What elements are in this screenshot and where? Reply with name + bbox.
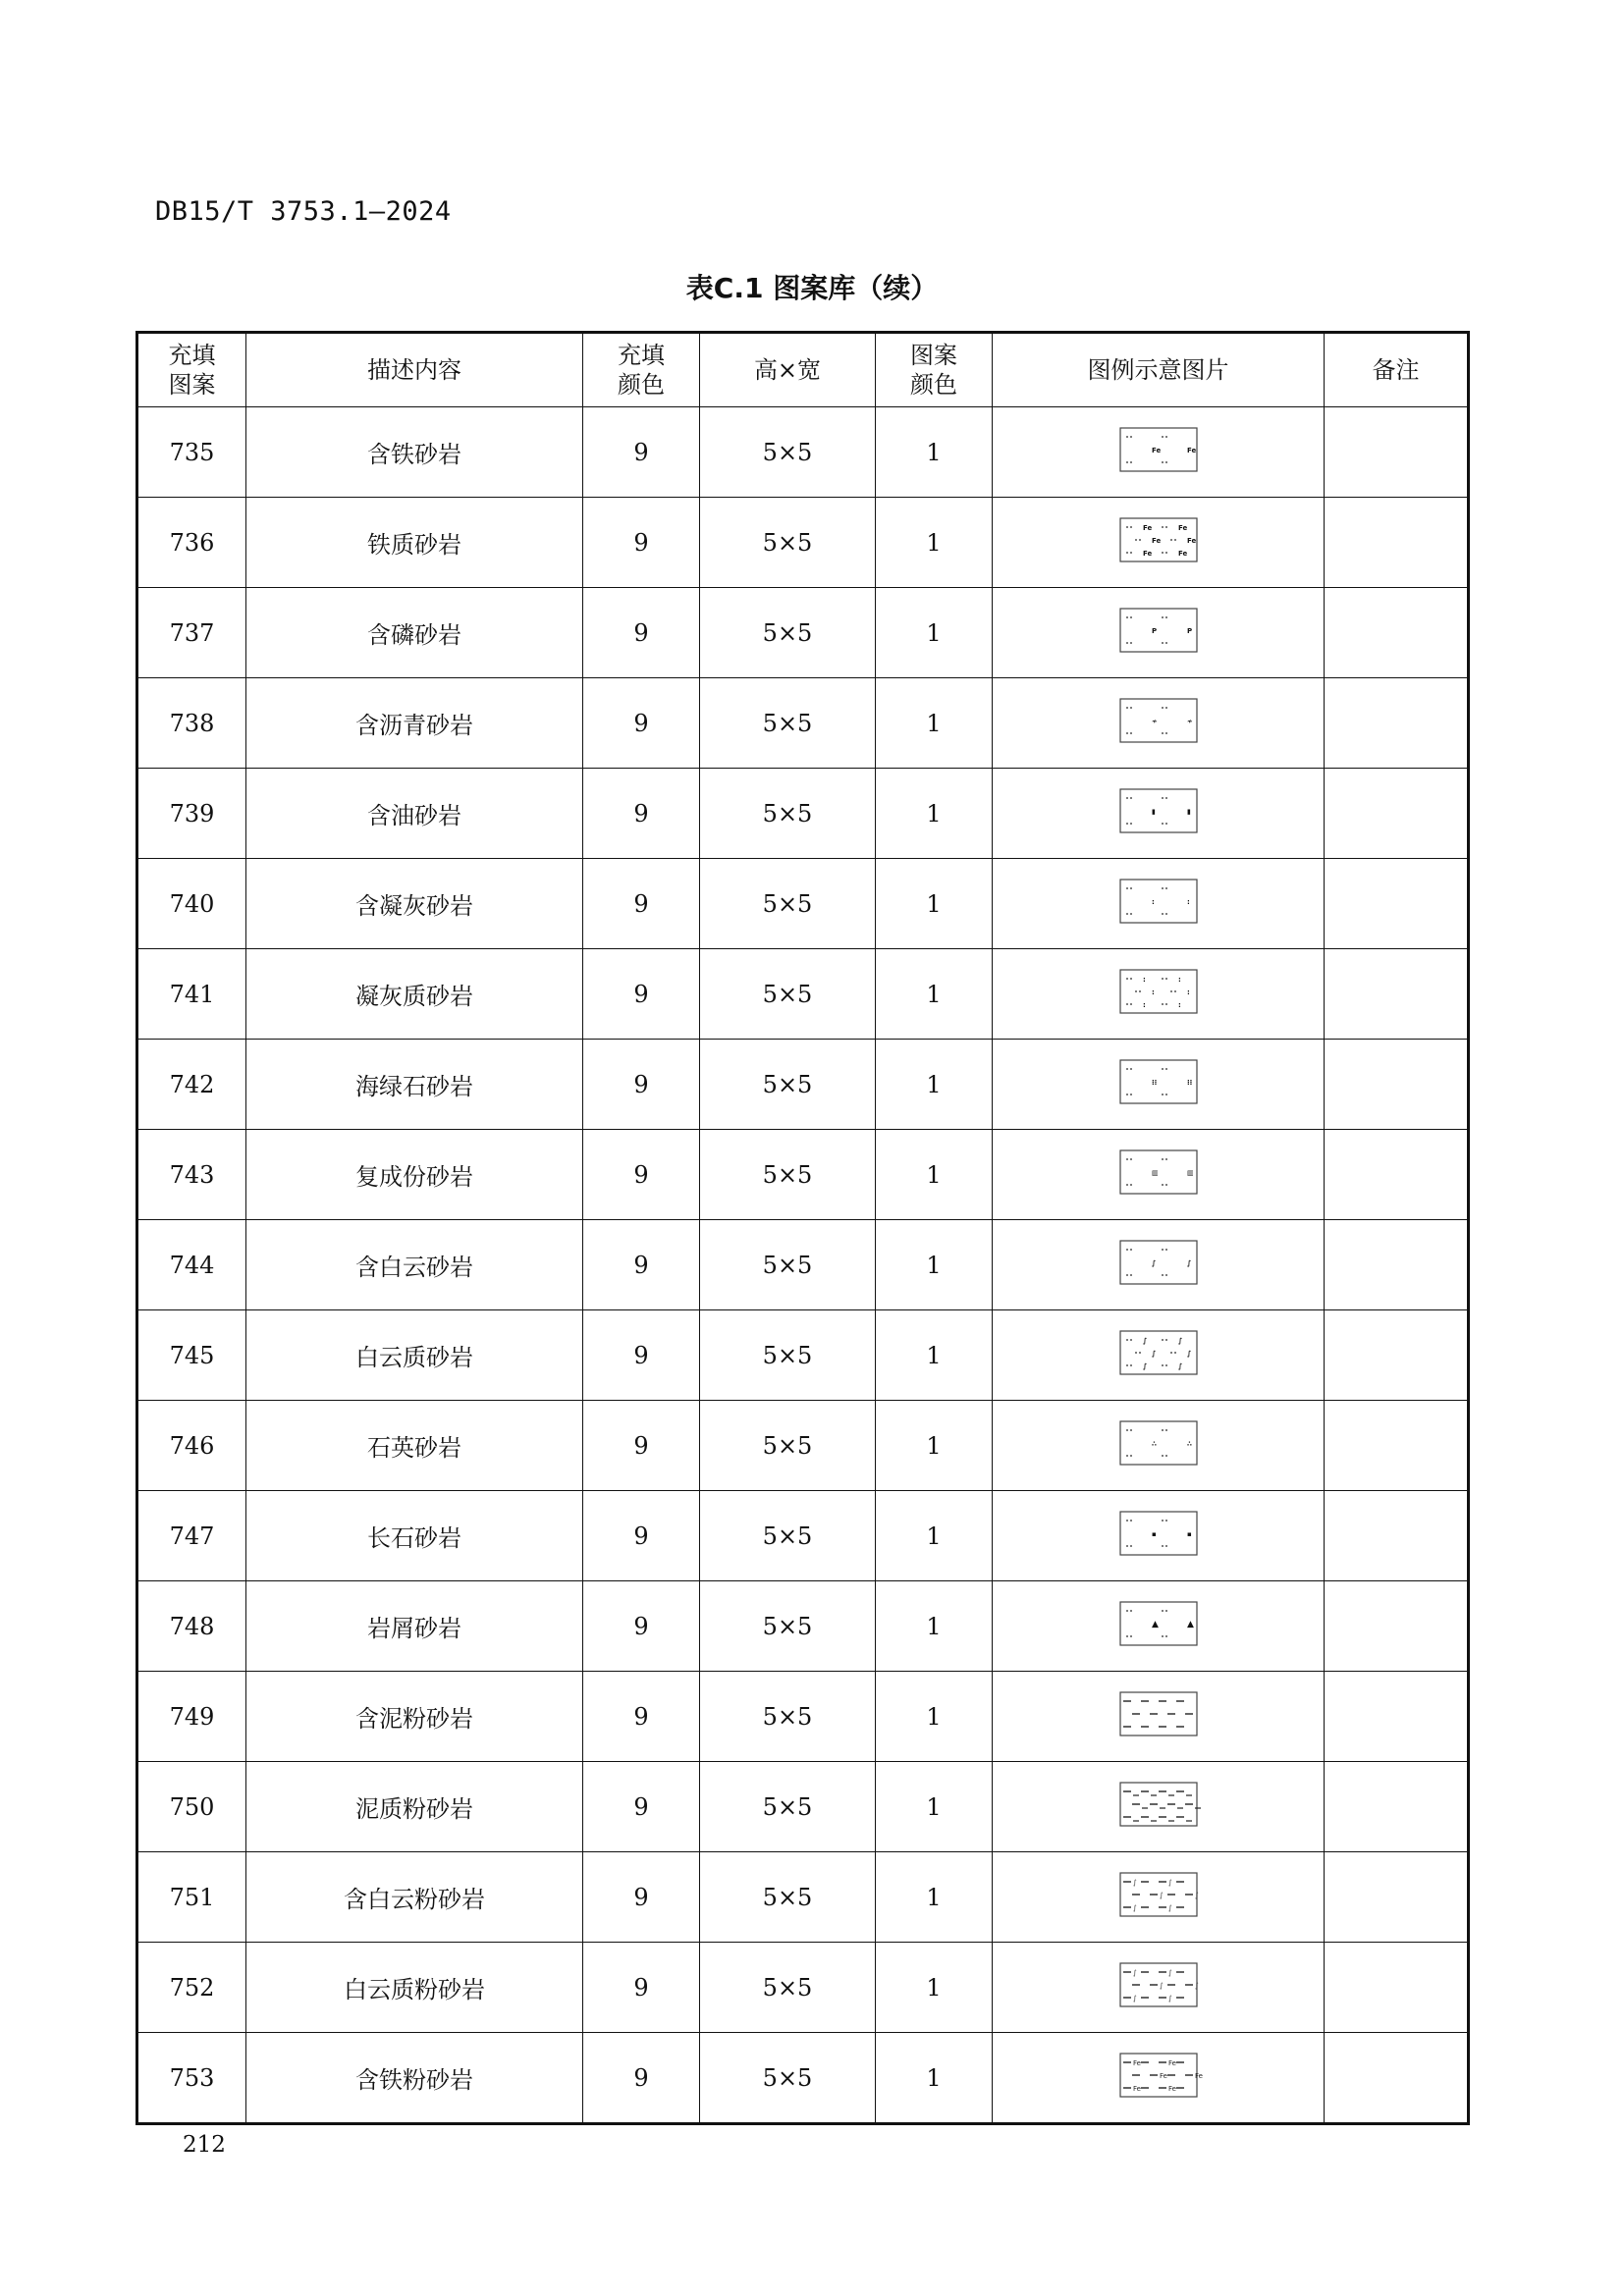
cell-size: 5×5 (700, 1401, 876, 1491)
cell-legend-image (993, 1672, 1325, 1762)
dense-fe-pattern-icon (1119, 517, 1198, 568)
dots-dolomite-pattern-icon (1119, 1240, 1198, 1291)
cell-legend-image (993, 1401, 1325, 1491)
table-row (137, 1310, 1469, 1401)
svg-text:Fe: Fe (1186, 536, 1196, 545)
svg-text::: : (1186, 897, 1190, 906)
svg-text:∫: ∫ (1167, 1994, 1172, 2002)
cell-legend-image (993, 407, 1325, 498)
fe-silt-pattern-icon (1119, 2053, 1203, 2104)
cell-legend-image (993, 1852, 1325, 1943)
cell-remark (1325, 949, 1469, 1040)
cell-description: 白云质粉砂岩 (246, 1943, 583, 2033)
cell-legend-image (993, 949, 1325, 1040)
cell-description: 含凝灰砂岩 (246, 859, 583, 949)
cell-remark (1325, 498, 1469, 588)
cell-remark (1325, 1310, 1469, 1401)
svg-text::: : (1151, 988, 1155, 996)
cell-size: 5×5 (700, 588, 876, 678)
cell-fill-pattern-code: 752 (137, 1943, 246, 2033)
cell-size: 5×5 (700, 498, 876, 588)
cell-description: 含白云砂岩 (246, 1220, 583, 1310)
cell-fill-color: 9 (583, 1401, 700, 1491)
svg-text:∫: ∫ (1186, 1349, 1191, 1358)
cell-remark (1325, 859, 1469, 949)
cell-legend-image (993, 859, 1325, 949)
cell-remark (1325, 769, 1469, 859)
svg-text::: : (1186, 988, 1190, 996)
table-header-row (137, 333, 1469, 407)
svg-text::: : (1177, 975, 1181, 984)
cell-size: 5×5 (700, 1130, 876, 1220)
cell-fill-color: 9 (583, 678, 700, 769)
svg-text:∫: ∫ (1194, 1981, 1199, 1990)
cell-fill-pattern-code: 738 (137, 678, 246, 769)
table-row (137, 1040, 1469, 1130)
cell-size: 5×5 (700, 1762, 876, 1852)
cell-legend-image (993, 1040, 1325, 1130)
cell-fill-color: 9 (583, 1220, 700, 1310)
cell-fill-pattern-code: 735 (137, 407, 246, 498)
cell-description: 复成份砂岩 (246, 1130, 583, 1220)
svg-text:∫: ∫ (1194, 1891, 1199, 1899)
cell-remark (1325, 1040, 1469, 1130)
svg-text:P: P (1186, 626, 1192, 635)
cell-size: 5×5 (700, 1852, 876, 1943)
cell-pattern-color: 1 (876, 2033, 993, 2124)
dots-tuff-pattern-icon (1119, 879, 1198, 930)
cell-fill-color: 9 (583, 1310, 700, 1401)
cell-fill-pattern-code: 739 (137, 769, 246, 859)
table-row (137, 498, 1469, 588)
cell-fill-color: 9 (583, 588, 700, 678)
svg-text:∫: ∫ (1177, 1336, 1182, 1345)
lithic-pattern-icon (1119, 1601, 1198, 1652)
cell-remark (1325, 1581, 1469, 1672)
dots-oil-pattern-icon (1119, 788, 1198, 839)
svg-text:Fe: Fe (1167, 2058, 1176, 2067)
col-header-remark: 备注 (1325, 333, 1469, 407)
svg-text:∴: ∴ (1186, 1439, 1192, 1448)
cell-remark (1325, 1762, 1469, 1852)
standard-code: DB15/T 3753.1—2024 (155, 196, 452, 227)
svg-text:∫: ∫ (1151, 1349, 1156, 1358)
argillaceous-silt-pattern-icon (1119, 1782, 1198, 1833)
svg-text::: : (1177, 1000, 1181, 1009)
cell-fill-color: 9 (583, 1491, 700, 1581)
cell-description: 含沥青砂岩 (246, 678, 583, 769)
svg-text:▥: ▥ (1186, 1168, 1194, 1177)
svg-text:∫: ∫ (1142, 1336, 1147, 1345)
cell-size: 5×5 (700, 1672, 876, 1762)
cell-fill-pattern-code: 742 (137, 1040, 246, 1130)
cell-fill-color: 9 (583, 407, 700, 498)
svg-text:Fe: Fe (1151, 446, 1161, 454)
cell-size: 5×5 (700, 949, 876, 1040)
table-row (137, 1672, 1469, 1762)
svg-text:∫: ∫ (1159, 1981, 1164, 1990)
svg-text:⁞⁞: ⁞⁞ (1186, 1078, 1192, 1087)
dense-dolomite-silt-pattern-icon (1119, 1962, 1198, 2013)
cell-fill-color: 9 (583, 1852, 700, 1943)
pattern-library-table (135, 331, 1470, 2125)
cell-fill-pattern-code: 736 (137, 498, 246, 588)
svg-text:∫: ∫ (1151, 1258, 1156, 1267)
cell-fill-color: 9 (583, 1581, 700, 1672)
cell-pattern-color: 1 (876, 588, 993, 678)
table-row (137, 1130, 1469, 1220)
cell-legend-image (993, 1220, 1325, 1310)
dots-p-pattern-icon (1119, 608, 1198, 659)
muddy-silt-pattern-icon (1119, 1691, 1198, 1742)
cell-remark (1325, 1672, 1469, 1762)
svg-text:▥: ▥ (1151, 1168, 1159, 1177)
cell-size: 5×5 (700, 1040, 876, 1130)
cell-description: 含磷砂岩 (246, 588, 583, 678)
cell-description: 凝灰质砂岩 (246, 949, 583, 1040)
cell-fill-pattern-code: 743 (137, 1130, 246, 1220)
svg-text:⁞⁞: ⁞⁞ (1151, 1078, 1157, 1087)
svg-text:≁: ≁ (1151, 717, 1158, 725)
svg-text:∫: ∫ (1167, 1878, 1172, 1887)
cell-description: 含铁粉砂岩 (246, 2033, 583, 2124)
cell-size: 5×5 (700, 678, 876, 769)
table-row (137, 1220, 1469, 1310)
table-title: 表C.1 图案库（续） (685, 272, 939, 304)
cell-description: 白云质砂岩 (246, 1310, 583, 1401)
svg-text:Fe: Fe (1177, 549, 1187, 558)
svg-text:Fe: Fe (1177, 523, 1187, 532)
cell-size: 5×5 (700, 2033, 876, 2124)
cell-pattern-color: 1 (876, 1491, 993, 1581)
cell-description: 长石砂岩 (246, 1491, 583, 1581)
cell-fill-pattern-code: 747 (137, 1491, 246, 1581)
svg-text:∫: ∫ (1167, 1968, 1172, 1977)
svg-text:▪: ▪ (1151, 1529, 1157, 1538)
svg-text:∫: ∫ (1159, 1891, 1164, 1899)
cell-description: 含铁砂岩 (246, 407, 583, 498)
cell-pattern-color: 1 (876, 1852, 993, 1943)
cell-legend-image (993, 1581, 1325, 1672)
cell-fill-pattern-code: 751 (137, 1852, 246, 1943)
cell-fill-pattern-code: 749 (137, 1672, 246, 1762)
table-row (137, 1491, 1469, 1581)
table-row (137, 2033, 1469, 2124)
svg-text:▮: ▮ (1151, 807, 1156, 816)
dots-asphalt-pattern-icon (1119, 698, 1198, 749)
quartz-pattern-icon (1119, 1420, 1198, 1471)
table-row (137, 1852, 1469, 1943)
table-row (137, 1581, 1469, 1672)
dolomite-silt-pattern-icon (1119, 1872, 1198, 1923)
cell-description: 岩屑砂岩 (246, 1581, 583, 1672)
cell-description: 铁质砂岩 (246, 498, 583, 588)
cell-fill-color: 9 (583, 949, 700, 1040)
svg-text::: : (1142, 1000, 1146, 1009)
table-row (137, 1943, 1469, 2033)
svg-text:Fe: Fe (1194, 2071, 1203, 2080)
svg-text:∫: ∫ (1132, 1878, 1137, 1887)
svg-text:∫: ∫ (1132, 1903, 1137, 1912)
feldspar-pattern-icon (1119, 1511, 1198, 1562)
svg-text:Fe: Fe (1167, 2084, 1176, 2093)
cell-fill-color: 9 (583, 1040, 700, 1130)
cell-pattern-color: 1 (876, 1310, 993, 1401)
cell-legend-image (993, 588, 1325, 678)
svg-text:Fe: Fe (1151, 536, 1161, 545)
cell-legend-image (993, 2033, 1325, 2124)
svg-text::: : (1151, 897, 1155, 906)
col-header-pattern-color: 图案 颜色 (876, 333, 993, 407)
cell-pattern-color: 1 (876, 678, 993, 769)
cell-size: 5×5 (700, 859, 876, 949)
cell-fill-pattern-code: 741 (137, 949, 246, 1040)
cell-remark (1325, 2033, 1469, 2124)
svg-text:▲: ▲ (1186, 1619, 1194, 1629)
cell-size: 5×5 (700, 1220, 876, 1310)
cell-legend-image (993, 498, 1325, 588)
cell-fill-pattern-code: 748 (137, 1581, 246, 1672)
cell-description: 含油砂岩 (246, 769, 583, 859)
svg-text:▮: ▮ (1186, 807, 1191, 816)
cell-remark (1325, 678, 1469, 769)
cell-fill-color: 9 (583, 1943, 700, 2033)
cell-pattern-color: 1 (876, 1581, 993, 1672)
cell-fill-color: 9 (583, 769, 700, 859)
cell-size: 5×5 (700, 1491, 876, 1581)
cell-pattern-color: 1 (876, 407, 993, 498)
col-header-size: 高×宽 (700, 333, 876, 407)
table-row (137, 678, 1469, 769)
svg-text:∫: ∫ (1132, 1968, 1137, 1977)
table-row (137, 588, 1469, 678)
svg-text:∫: ∫ (1186, 1258, 1191, 1267)
svg-text:∴: ∴ (1151, 1439, 1157, 1448)
dense-tuff-pattern-icon (1119, 969, 1198, 1020)
table-row (137, 859, 1469, 949)
cell-fill-color: 9 (583, 1130, 700, 1220)
cell-legend-image (993, 678, 1325, 769)
polymictic-pattern-icon (1119, 1149, 1198, 1201)
col-header-fill-color: 充填 颜色 (583, 333, 700, 407)
cell-legend-image (993, 1762, 1325, 1852)
cell-legend-image (993, 1491, 1325, 1581)
cell-pattern-color: 1 (876, 1762, 993, 1852)
svg-text:P: P (1151, 626, 1157, 635)
cell-pattern-color: 1 (876, 859, 993, 949)
cell-description: 石英砂岩 (246, 1401, 583, 1491)
cell-remark (1325, 588, 1469, 678)
col-header-description: 描述内容 (246, 333, 583, 407)
table-row (137, 769, 1469, 859)
cell-remark (1325, 1491, 1469, 1581)
cell-description: 海绿石砂岩 (246, 1040, 583, 1130)
cell-size: 5×5 (700, 1581, 876, 1672)
cell-fill-color: 9 (583, 498, 700, 588)
svg-text:∫: ∫ (1132, 1994, 1137, 2002)
cell-size: 5×5 (700, 1943, 876, 2033)
svg-text:▪: ▪ (1186, 1529, 1192, 1538)
dense-dolomite-pattern-icon (1119, 1330, 1198, 1381)
svg-text:∫: ∫ (1167, 1903, 1172, 1912)
svg-text:Fe: Fe (1142, 523, 1152, 532)
cell-remark (1325, 407, 1469, 498)
cell-size: 5×5 (700, 1310, 876, 1401)
col-header-legend-image: 图例示意图片 (993, 333, 1325, 407)
cell-legend-image (993, 769, 1325, 859)
dots-fe-pattern-icon (1119, 427, 1198, 478)
svg-text:Fe: Fe (1186, 446, 1196, 454)
cell-description: 含泥粉砂岩 (246, 1672, 583, 1762)
cell-pattern-color: 1 (876, 1220, 993, 1310)
cell-fill-pattern-code: 744 (137, 1220, 246, 1310)
svg-text:∫: ∫ (1177, 1362, 1182, 1370)
cell-size: 5×5 (700, 769, 876, 859)
cell-fill-pattern-code: 745 (137, 1310, 246, 1401)
table-row (137, 1401, 1469, 1491)
page-number: 212 (183, 2132, 226, 2158)
svg-text:Fe: Fe (1132, 2058, 1141, 2067)
cell-fill-pattern-code: 746 (137, 1401, 246, 1491)
table-row (137, 949, 1469, 1040)
cell-fill-color: 9 (583, 859, 700, 949)
cell-description: 泥质粉砂岩 (246, 1762, 583, 1852)
cell-pattern-color: 1 (876, 1672, 993, 1762)
cell-fill-color: 9 (583, 2033, 700, 2124)
cell-description: 含白云粉砂岩 (246, 1852, 583, 1943)
cell-fill-pattern-code: 753 (137, 2033, 246, 2124)
cell-remark (1325, 1130, 1469, 1220)
svg-text:Fe: Fe (1132, 2084, 1141, 2093)
cell-remark (1325, 1852, 1469, 1943)
cell-pattern-color: 1 (876, 1943, 993, 2033)
svg-text:∫: ∫ (1142, 1362, 1147, 1370)
cell-fill-color: 9 (583, 1672, 700, 1762)
cell-legend-image (993, 1130, 1325, 1220)
cell-remark (1325, 1220, 1469, 1310)
cell-pattern-color: 1 (876, 1040, 993, 1130)
table-row (137, 1762, 1469, 1852)
cell-fill-pattern-code: 737 (137, 588, 246, 678)
svg-text:Fe: Fe (1142, 549, 1152, 558)
cell-pattern-color: 1 (876, 1401, 993, 1491)
cell-pattern-color: 1 (876, 949, 993, 1040)
cell-legend-image (993, 1310, 1325, 1401)
col-header-fill-pattern: 充填 图案 (137, 333, 246, 407)
cell-fill-color: 9 (583, 1762, 700, 1852)
svg-text:Fe: Fe (1159, 2071, 1167, 2080)
cell-fill-pattern-code: 740 (137, 859, 246, 949)
cell-remark (1325, 1943, 1469, 2033)
cell-size: 5×5 (700, 407, 876, 498)
svg-text:≁: ≁ (1186, 717, 1193, 725)
table-row (137, 407, 1469, 498)
cell-pattern-color: 1 (876, 769, 993, 859)
svg-text::: : (1142, 975, 1146, 984)
cell-fill-pattern-code: 750 (137, 1762, 246, 1852)
svg-text:▲: ▲ (1151, 1619, 1159, 1629)
glauconite-pattern-icon (1119, 1059, 1198, 1110)
cell-legend-image (993, 1943, 1325, 2033)
cell-pattern-color: 1 (876, 1130, 993, 1220)
cell-pattern-color: 1 (876, 498, 993, 588)
cell-remark (1325, 1401, 1469, 1491)
